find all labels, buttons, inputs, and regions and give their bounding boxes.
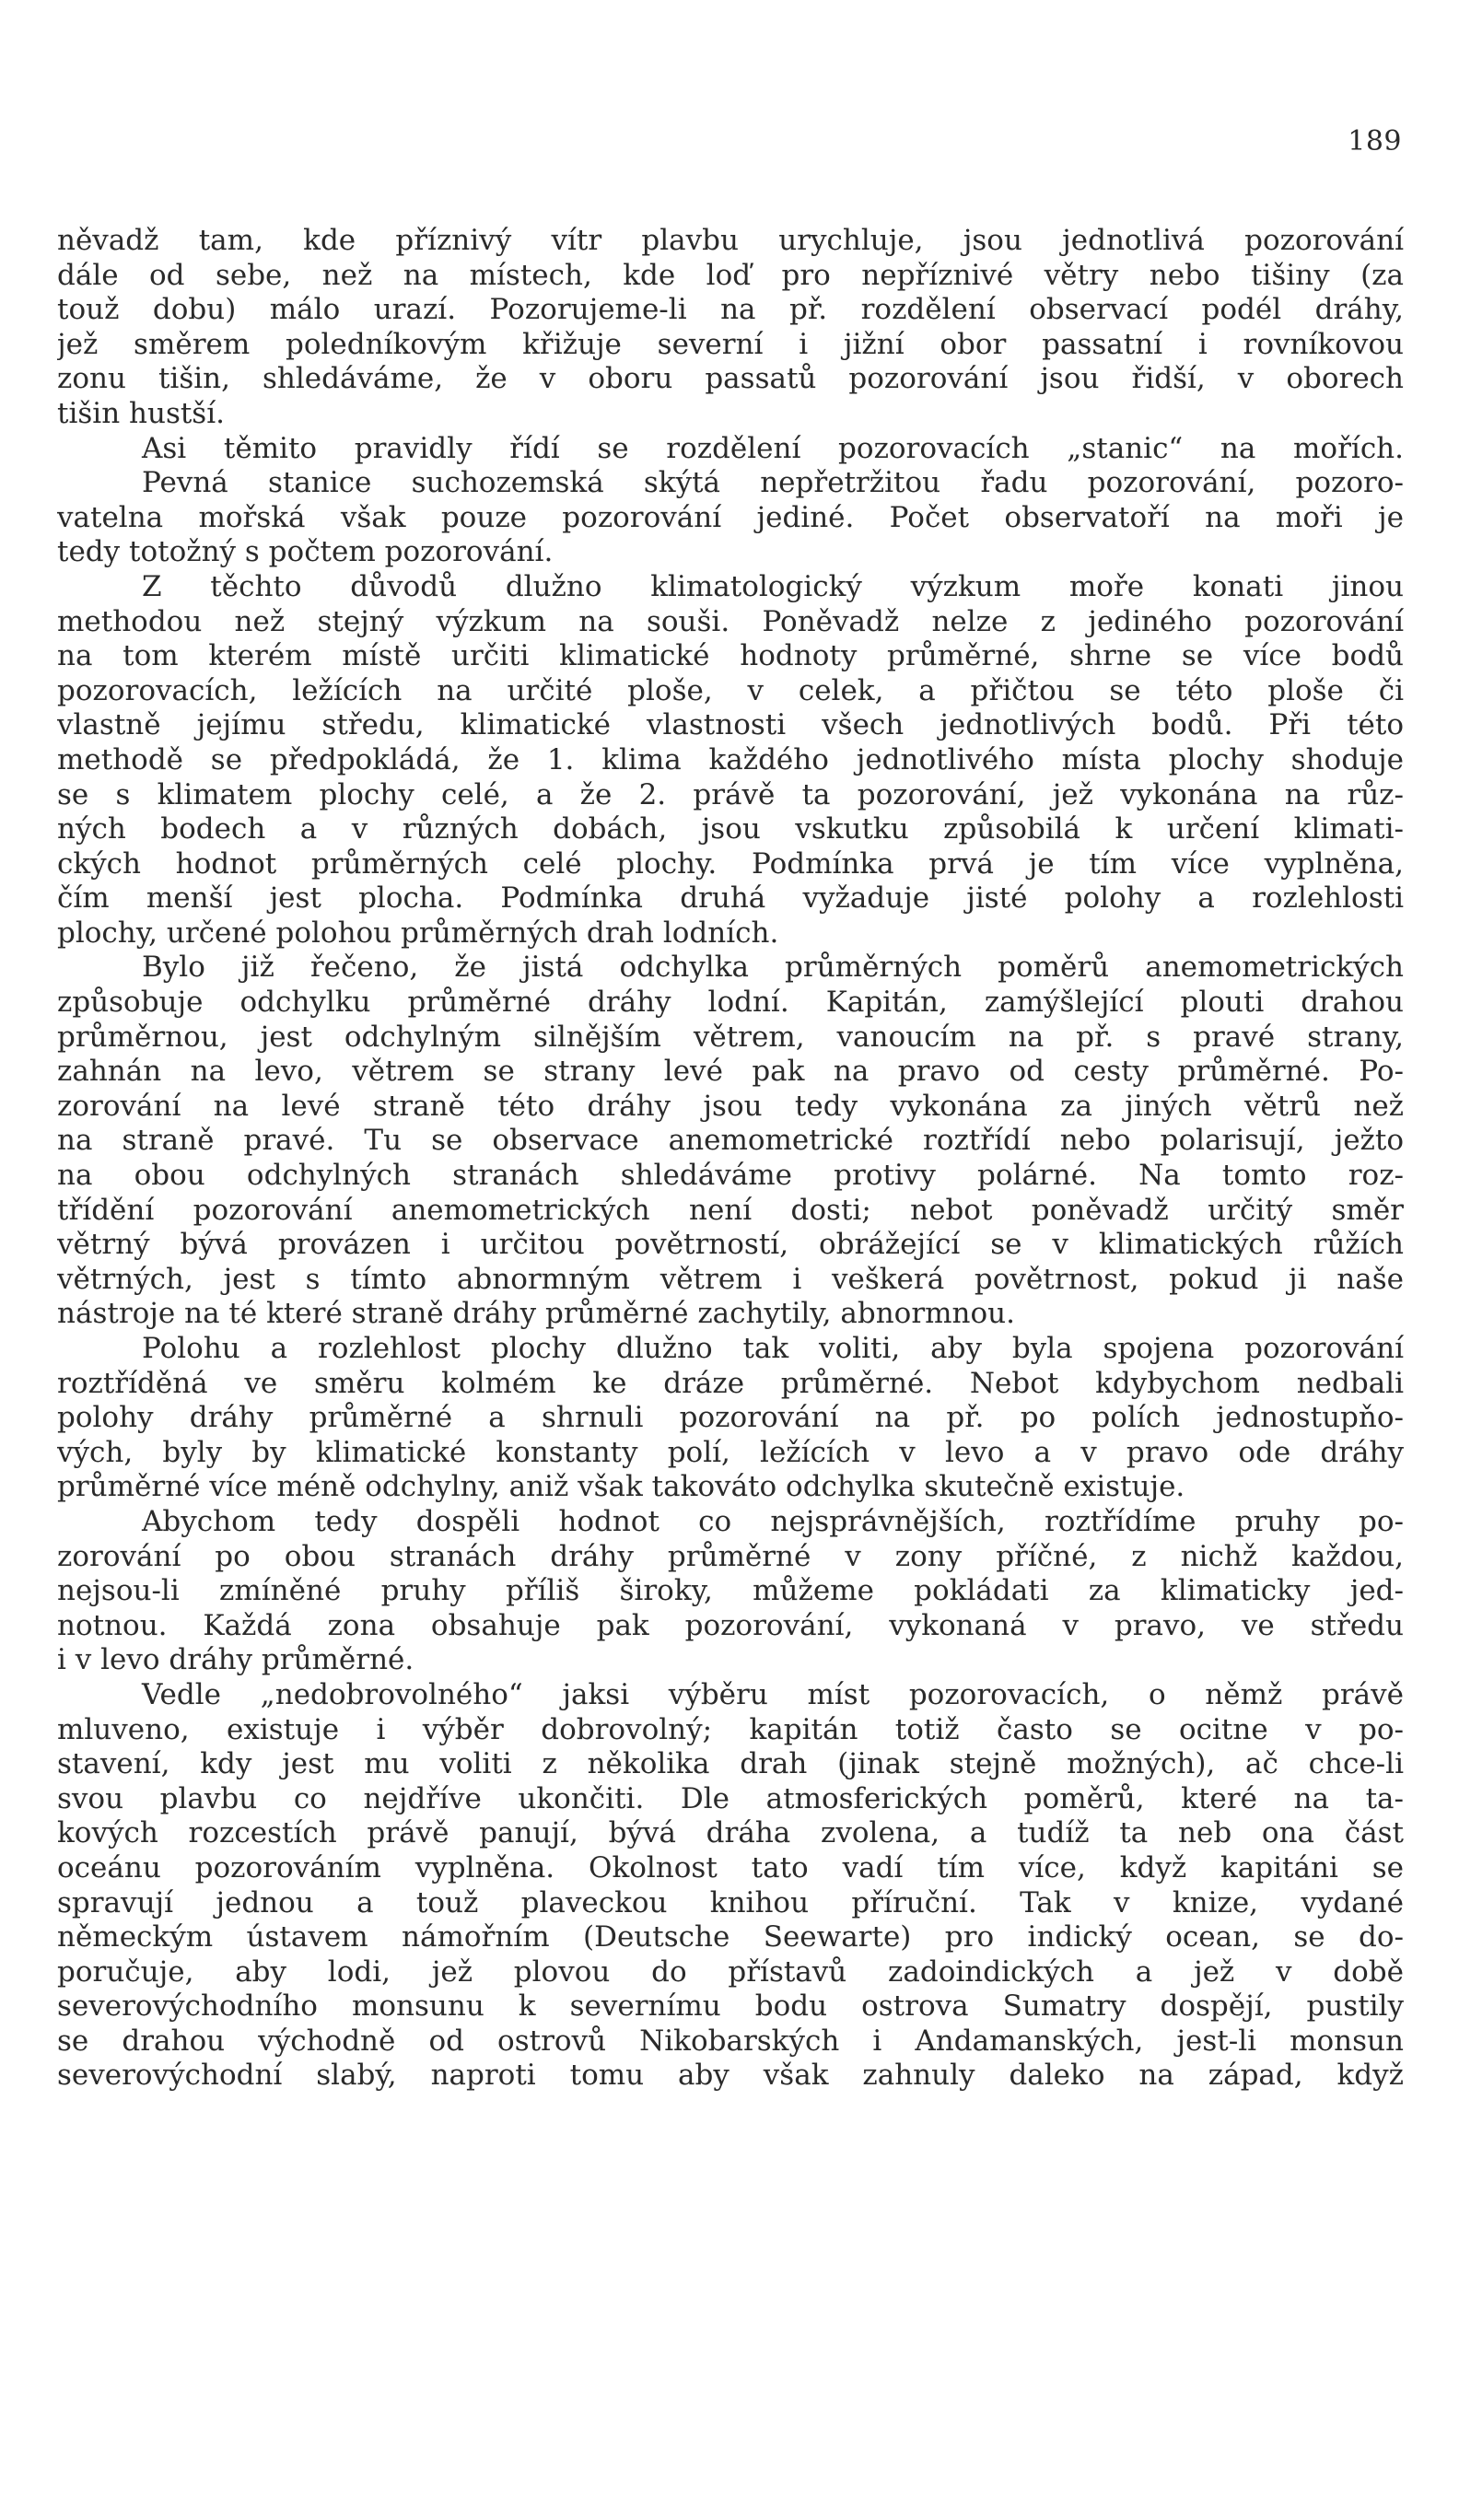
text-line: mluveno, existuje i výběr dobrovolný; kapitán totiž často se ocitne v po- — [57, 1712, 1404, 1746]
text-line: něvadž tam, kde příznivý vítr plavbu urychluje, jsou jednotlivá pozorování — [57, 224, 1404, 257]
text-line: methodou než stejný výzkum na souši. Poněvadž nelze z jediného pozorování — [57, 604, 1404, 638]
text-line: polohy dráhy průměrné a shrnuli pozorování na př. po polích jednostupňo- — [57, 1401, 1404, 1435]
text-line: Vedle „nedobrovolného“ jaksi výběru míst pozorovacích, o němž právě — [142, 1677, 1404, 1711]
text-line: Polohu a rozlehlost plochy dlužno tak voliti, aby byla spojena pozorování — [142, 1332, 1404, 1365]
text-line: kových rozcestích právě panují, bývá dráha zvolena, a tudíž ta neb ona část — [57, 1816, 1404, 1850]
text-line: severovýchodního monsunu k severnímu bodu ostrova Sumatry dospějí, pustily — [57, 1989, 1404, 2024]
text-line: notnou. Každá zona obsahuje pak pozorování, vykonaná v pravo, ve středu — [57, 1608, 1404, 1642]
text-line: na straně pravé. Tu se observace anemometrické roztřídí nebo polarisují, ježto — [57, 1124, 1404, 1158]
text-line: německým ústavem námořním (Deutsche Seewarte) pro indický ocean, se do- — [57, 1920, 1404, 1954]
text-line: se drahou východně od ostrovů Nikobarských i Andamanských, jest-li monsun — [57, 2024, 1404, 2058]
text-line: dále od sebe, než na místech, kde loď pro nepříznivé větry nebo tišiny (za — [57, 258, 1404, 292]
text-line: zonu tišin, shledáváme, že v oboru passatů pozorování jsou řidší, v oborech — [57, 362, 1404, 396]
text-line: třídění pozorování anemometrických není dosti; nebot poněvadž určitý směr — [57, 1193, 1404, 1227]
text-line: poručuje, aby lodi, jež plovou do přístavů zadoindických a jež v době — [57, 1954, 1404, 1989]
text-line: vlastně jejímu středu, klimatické vlastnosti všech jednotlivých bodů. Při této — [57, 708, 1404, 742]
text-line: vatelna mořská však pouze pozorování jediné. Počet observatoří na moři je — [57, 500, 1404, 534]
text-line: pozorovacích, ležících na určité ploše, v celek, a přičtou se této ploše či — [57, 673, 1404, 707]
text-line: spravují jednou a touž plaveckou knihou příruční. Tak v knize, vydané — [57, 1885, 1404, 1919]
text-line: plochy, určené polohou průměrných drah lodních. — [57, 916, 779, 950]
text-line: zahnán na levo, větrem se strany levé pak na pravo od cesty průměrné. Po- — [57, 1055, 1404, 1089]
text-line: tedy totožný s počtem pozorování. — [57, 535, 554, 569]
text-line: roztříděná ve směru kolmém ke dráze průměrné. Nebot kdybychom nedbali — [57, 1366, 1404, 1400]
text-line: i v levo dráhy průměrné. — [57, 1643, 414, 1677]
text-line: nejsou-li zmíněné pruhy příliš široky, můžeme pokládati za klimaticky jed- — [57, 1574, 1404, 1608]
body-text — [57, 224, 1404, 2094]
text-line: Pevná stanice suchozemská skýtá nepřetržitou řadu pozorování, pozoro- — [142, 466, 1404, 500]
text-line: ných bodech a v různých dobách, jsou vskutku způsobilá k určení klimati- — [57, 812, 1404, 846]
text-line: čím menší jest plocha. Podmínka druhá vyžaduje jisté polohy a rozlehlosti — [57, 881, 1404, 916]
text-line: touž dobu) málo urazí. Pozorujeme-li na př. rozdělení observací podél dráhy, — [57, 293, 1404, 327]
text-line: Asi těmito pravidly řídí se rozdělení pozorovacích „stanic“ na mořích. — [142, 431, 1404, 465]
text-line: Abychom tedy dospěli hodnot co nejsprávnějších, roztřídíme pruhy po- — [142, 1504, 1404, 1538]
text-line: stavení, kdy jest mu voliti z několika drah (jinak stejně možných), ač chce-li — [57, 1747, 1404, 1781]
text-line: svou plavbu co nejdříve ukončiti. Dle atmosferických poměrů, které na ta- — [57, 1781, 1404, 1815]
text-line: severovýchodní slabý, naproti tomu aby však zahnuly daleko na západ, když — [57, 2059, 1404, 2093]
text-line: oceánu pozorováním vyplněna. Okolnost tato vadí tím více, když kapitáni se — [57, 1850, 1404, 1884]
text-line: methodě se předpokládá, že 1. klima každého jednotlivého místa plochy shoduje — [57, 742, 1404, 776]
text-line: ckých hodnot průměrných celé plochy. Podmínka prvá je tím více vyplněna, — [57, 846, 1404, 881]
text-line: na obou odchylných stranách shledáváme protivy polárné. Na tomto roz- — [57, 1159, 1404, 1193]
text-line: způsobuje odchylku průměrné dráhy lodní. Kapitán, zamýšlející plouti drahou — [57, 986, 1404, 1020]
page-number: 189 — [1348, 125, 1402, 158]
text-line: jež směrem poledníkovým křižuje severní i jižní obor passatní i rovníkovou — [57, 327, 1404, 361]
text-line: průměrnou, jest odchylným silnějším větrem, vanoucím na př. s pravé strany, — [57, 1020, 1404, 1054]
text-line: nástroje na té které straně dráhy průměrné zachytily, abnormnou. — [57, 1297, 1015, 1331]
text-line: Bylo již řečeno, že jistá odchylka průměrných poměrů anemometrických — [142, 951, 1404, 985]
text-line: větrných, jest s tímto abnormným větrem i veškerá povětrnost, pokud ji naše — [57, 1262, 1404, 1296]
text-line: tišin hustší. — [57, 396, 225, 430]
text-line: se s klimatem plochy celé, a že 2. právě ta pozorování, jež vykonána na růz- — [57, 777, 1404, 811]
text-line: vých, byly by klimatické konstanty polí, ležících v levo a v pravo ode dráhy — [57, 1435, 1404, 1469]
text-line: větrný bývá provázen i určitou povětrností, obrážející se v klimatických růžích — [57, 1228, 1404, 1262]
text-line: zorování na levé straně této dráhy jsou tedy vykonána za jiných větrů než — [57, 1089, 1404, 1123]
text-line: Z těchto důvodů dlužno klimatologický výzkum moře konati jinou — [142, 569, 1404, 603]
text-line: průměrné více méně odchylny, aniž však takováto odchylka skutečně existuje. — [57, 1470, 1185, 1504]
text-line: na tom kterém místě určiti klimatické hodnoty průměrné, shrne se více bodů — [57, 639, 1404, 673]
text-line: zorování po obou stranách dráhy průměrné v zony příčné, z nichž každou, — [57, 1539, 1404, 1573]
